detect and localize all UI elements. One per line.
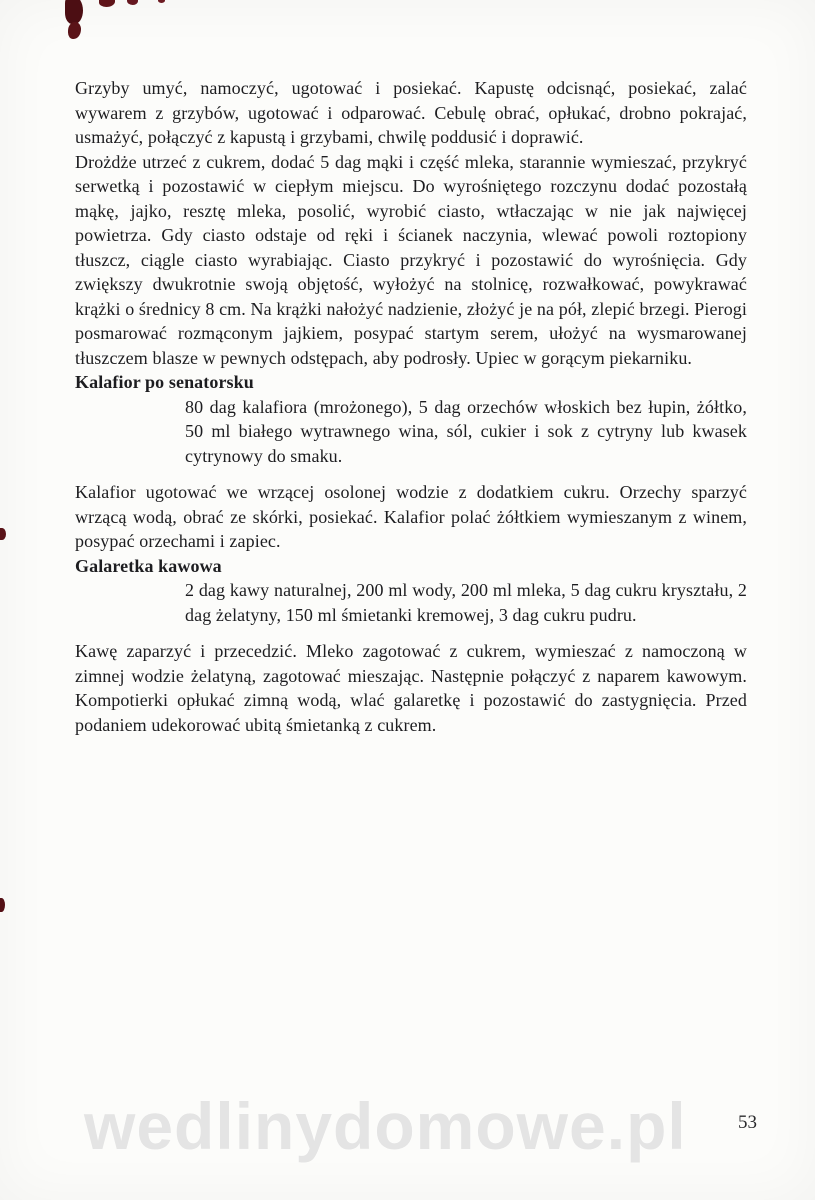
- scan-stain-top-left-2: [68, 22, 81, 39]
- page-text: [75, 76, 747, 737]
- recipe-ingredients-kalafior: 80 dag kalafiora (mrożonego), 5 dag orzechów włoskich bez łupin, żółtko, 50 ml białego wytrawnego wina, sól, cukier i sok z cytryny lub kwasek cytrynowy do smaku.: [185, 396, 747, 466]
- page-number: 53: [738, 1112, 757, 1133]
- recipe-instructions-kalafior: Kalafior ugotować we wrzącej osolonej wodzie z dodatkiem cukru. Orzechy sparzyć wrzącą wodą, obrać ze skórki, posiekać. Kalafior polać żółtkiem wymieszanym z winem, posypać orzechami i zapiec.: [75, 482, 747, 551]
- paragraph-pierogi-filling: Grzyby umyć, namoczyć, ugotować i posiekać. Kapustę odcisnąć, posiekać, zalać wywarem z grzybów, ugotować i odparować. Cebulę obrać, opłukać, drobno pokrajać, usmażyć, połączyć z kapustą i grzybami, chwilę poddusić i doprawić.: [75, 78, 747, 147]
- paragraph-pierogi-dough: Drożdże utrzeć z cukrem, dodać 5 dag mąki i część mleka, starannie wymieszać, przykryć serwetką i pozostawić w ciepłym miejscu. Do wyrośniętego rozczynu dodać pozostałą mąkę, jajko, resztę mleka, posolić, wyrobić ciasto, wtłaczając w nie jak najwięcej powietrza. Gdy ciasto odstaje od ręki i ścianek naczynia, wlewać powoli roztopiony tłuszcz, ciągle ciasto wyrabiając. Ciasto przykryć i pozostawić do wyrośnięcia. Gdy zwiększy dwukrotnie swoją objętość, wyłożyć na stolnicę, rozwałkować, powykrawać krążki o średnicy 8 cm. Na krążki nałożyć nadzienie, złożyć je na pół, zlepić brzegi. Pierogi posmarować rozmąconym jajkiem, posypać startym serem, ułożyć na wysmarowanej tłuszczem blasze w pewnych odstępach, aby podrosły. Upiec w gorącym piekarniku.: [75, 151, 747, 368]
- scan-stain-left-edge-1: [0, 528, 6, 540]
- recipe-title-galaretka-kawowa: Galaretka kawowa: [75, 555, 222, 576]
- scan-stain-top-left: [65, 0, 83, 24]
- scan-stain-top-edge-2: [127, 0, 138, 5]
- recipe-ingredients-galaretka: 2 dag kawy naturalnej, 200 ml wody, 200 ml mleka, 5 dag cukru kryształu, 2 dag żelatyny, 150 ml śmietanki kremowej, 3 dag cukru pudru.: [185, 580, 747, 625]
- scan-stain-top-edge-3: [158, 0, 165, 3]
- recipe-title-kalafior-po-senatorsku: Kalafior po senatorsku: [75, 372, 254, 392]
- watermark: wedlinydomowe.pl: [84, 1089, 687, 1163]
- recipe-instructions-galaretka: Kawę zaparzyć i przecedzić. Mleko zagotować z cukrem, wymieszać z namoczoną w zimnej wodzie żelatyną, zagotować mieszając. Następnie połączyć z naparem kawowym. Kompotierki opłukać zimną wodą, wlać galaretkę i pozostawić do zastygnięcia. Przed podaniem udekorować ubitą śmietanką z cukrem.: [75, 641, 747, 735]
- scan-stain-top-edge-1: [99, 0, 115, 7]
- scan-stain-left-edge-2: [0, 898, 5, 912]
